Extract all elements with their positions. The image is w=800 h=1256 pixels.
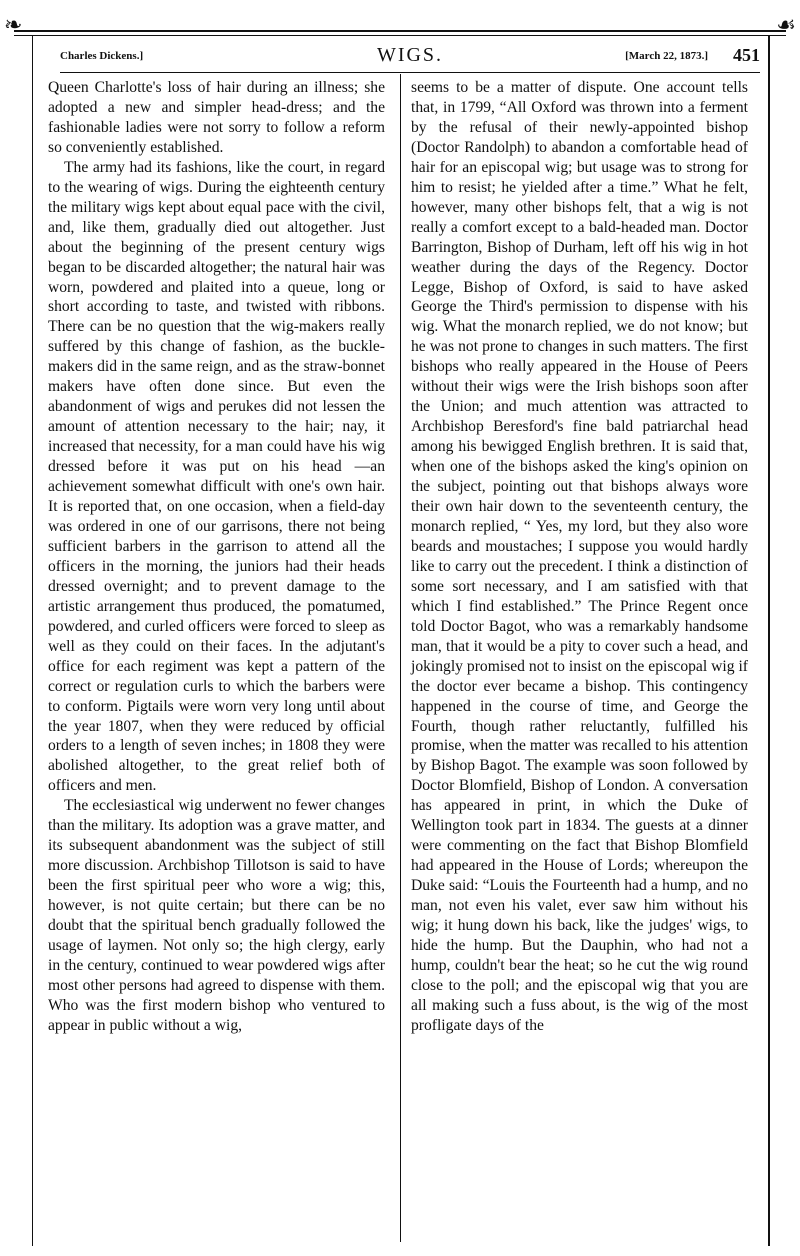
left-paragraph-3: The ecclesiastical wig underwent no fewer changes than the military. Its adoption was a grave matter, and its subsequent abandonment was the subject of still more discussion. Archbishop Tillotson is said to have been the first spiritual peer who wore a wig; this, however, is not quite certain; but there can be no doubt that the spiritual bench gradually followed the usage of laymen. Not only so; the high clergy, early in the century, continued to wear powdered wigs after most other persons had agreed to dispense with them. Who was the first modern bishop who ventured to appear in public without a wig,	[48, 797, 385, 1034]
corner-ornament-right-icon: ☙	[776, 12, 796, 37]
corner-ornament-left-icon: ❧	[4, 12, 23, 37]
page-title: WIGS.	[376, 44, 444, 66]
running-header	[60, 44, 760, 70]
right-margin-rule	[768, 36, 770, 1246]
right-column	[411, 78, 748, 1036]
top-border-rule-thin	[14, 35, 786, 36]
column-divider	[400, 74, 401, 1242]
left-column	[48, 78, 385, 1036]
left-paragraph-1: Queen Charlotte's loss of hair during an illness; she adopted a new and simpler head-dress; and the fashionable ladies were not sorry to follow a reform so conveniently established.	[48, 79, 385, 156]
header-date: [March 22, 1873.]	[625, 50, 708, 62]
header-author: Charles Dickens.]	[60, 50, 144, 62]
left-paragraph-2: The army had its fashions, like the court, in regard to the wearing of wigs. During the eighteenth century the military wigs kept about equal pace with the civil, and, like them, gradually died out altogether. Just about the beginning of the present century wigs began to be discarded altogether; the natural hair was worn, powdered and plaited into a queue, long or short according to taste, and twisted with ribbons. There can be no question that the wig-makers really suffered by this change of fashion, as the buckle-makers did in the same reign, and as the straw-bonnet makers have often done since. But even the abandonment of wigs and perukes did not lessen the amount of attention necessary to the hair; nay, it increased that necessity, for a man could have his wig dressed before it was put on his head —an achievement somewhat difficult with one's own hair. It is reported that, on one occasion, when a field-day was ordered in one of our garrisons, there not being sufficient barbers in the garrison to attend all the officers in the morning, the juniors had their heads dressed overnight; and to prevent damage to the artistic arrangement thus produced, the pomatumed, powdered, and curled officers were forced to sleep as well as they could on their faces. In the adjutant's office for each regiment was kept a pattern of the correct or regulation curls to which the barbers were to conform. Pigtails were worn very long until about the year 1807, when they were reduced by official orders to a length of seven inches; in 1808 they were abolished altogether, to the great relief both of officers and men.	[48, 158, 385, 795]
right-paragraph-1: seems to be a matter of dispute. One account tells that, in 1799, “All Oxford was thrown into a ferment by the refusal of their newly-appointed bishop (Doctor Randolph) to abandon a comfortable head of hair for an episcopal wig; but usage was to strong for him to resist; he yielded after a time.” What he felt, however, many other bishops felt, that a wig is not really a comfort except to a bald-headed man. Doctor Barrington, Bishop of Durham, left off his wig in hot weather during the days of the Regency. Doctor Legge, Bishop of Oxford, is said to have asked George the Third's permission to dispense with his wig. What the monarch replied, we do not know; but he was not prone to changes in such matters. The first bishops who really appeared in the House of Peers without their wigs were the Irish bishops soon after the Union; and much attention was attracted to Archbishop Beresford's fine bald patriarchal head among his bewigged English brethren. It is said that, when one of the bishops asked the king's opinion on the subject, pointing out that bishops always wore their own hair down to the seventeenth century, the monarch replied, “ Yes, my lord, but they also wore beards and moustaches; I suppose you would hardly like to carry out the precedent. I think a distinction of some sort necessary, and I am satisfied with that which I find established.” The Prince Regent once told Doctor Bagot, who was a remarkably handsome man, that it would be a pity to cover such a head, and jokingly promised not to insist on the episcopal wig if the doctor ever became a bishop. This contingency happened in the course of time, and George the Fourth, though rather reluctantly, fulfilled his promise, when the matter was recalled to his attention by Bishop Bagot. The example was soon followed by Doctor Blomfield, Bishop of London. A conversation has appeared in print, in which the Duke of Wellington took part in 1834. The guests at a dinner were commenting on the fact that Bishop Blomfield had appeared in the House of Lords; whereupon the Duke said: “Louis the Fourteenth had a hump, and no man, not even his valet, ever saw him without his wig; it hung down his back, like the judges' wigs, to hide the hump. But the Dauphin, who had not a hump, couldn't bear the heat; so he cut the wig round close to the poll; and the episcopal wig that you are all making such a fuss about, is the wig of the most profligate days of the	[411, 79, 748, 1034]
top-border-rule	[14, 30, 786, 32]
header-rule	[60, 72, 760, 73]
left-margin-rule	[32, 36, 33, 1246]
page-number: 451	[733, 45, 760, 65]
